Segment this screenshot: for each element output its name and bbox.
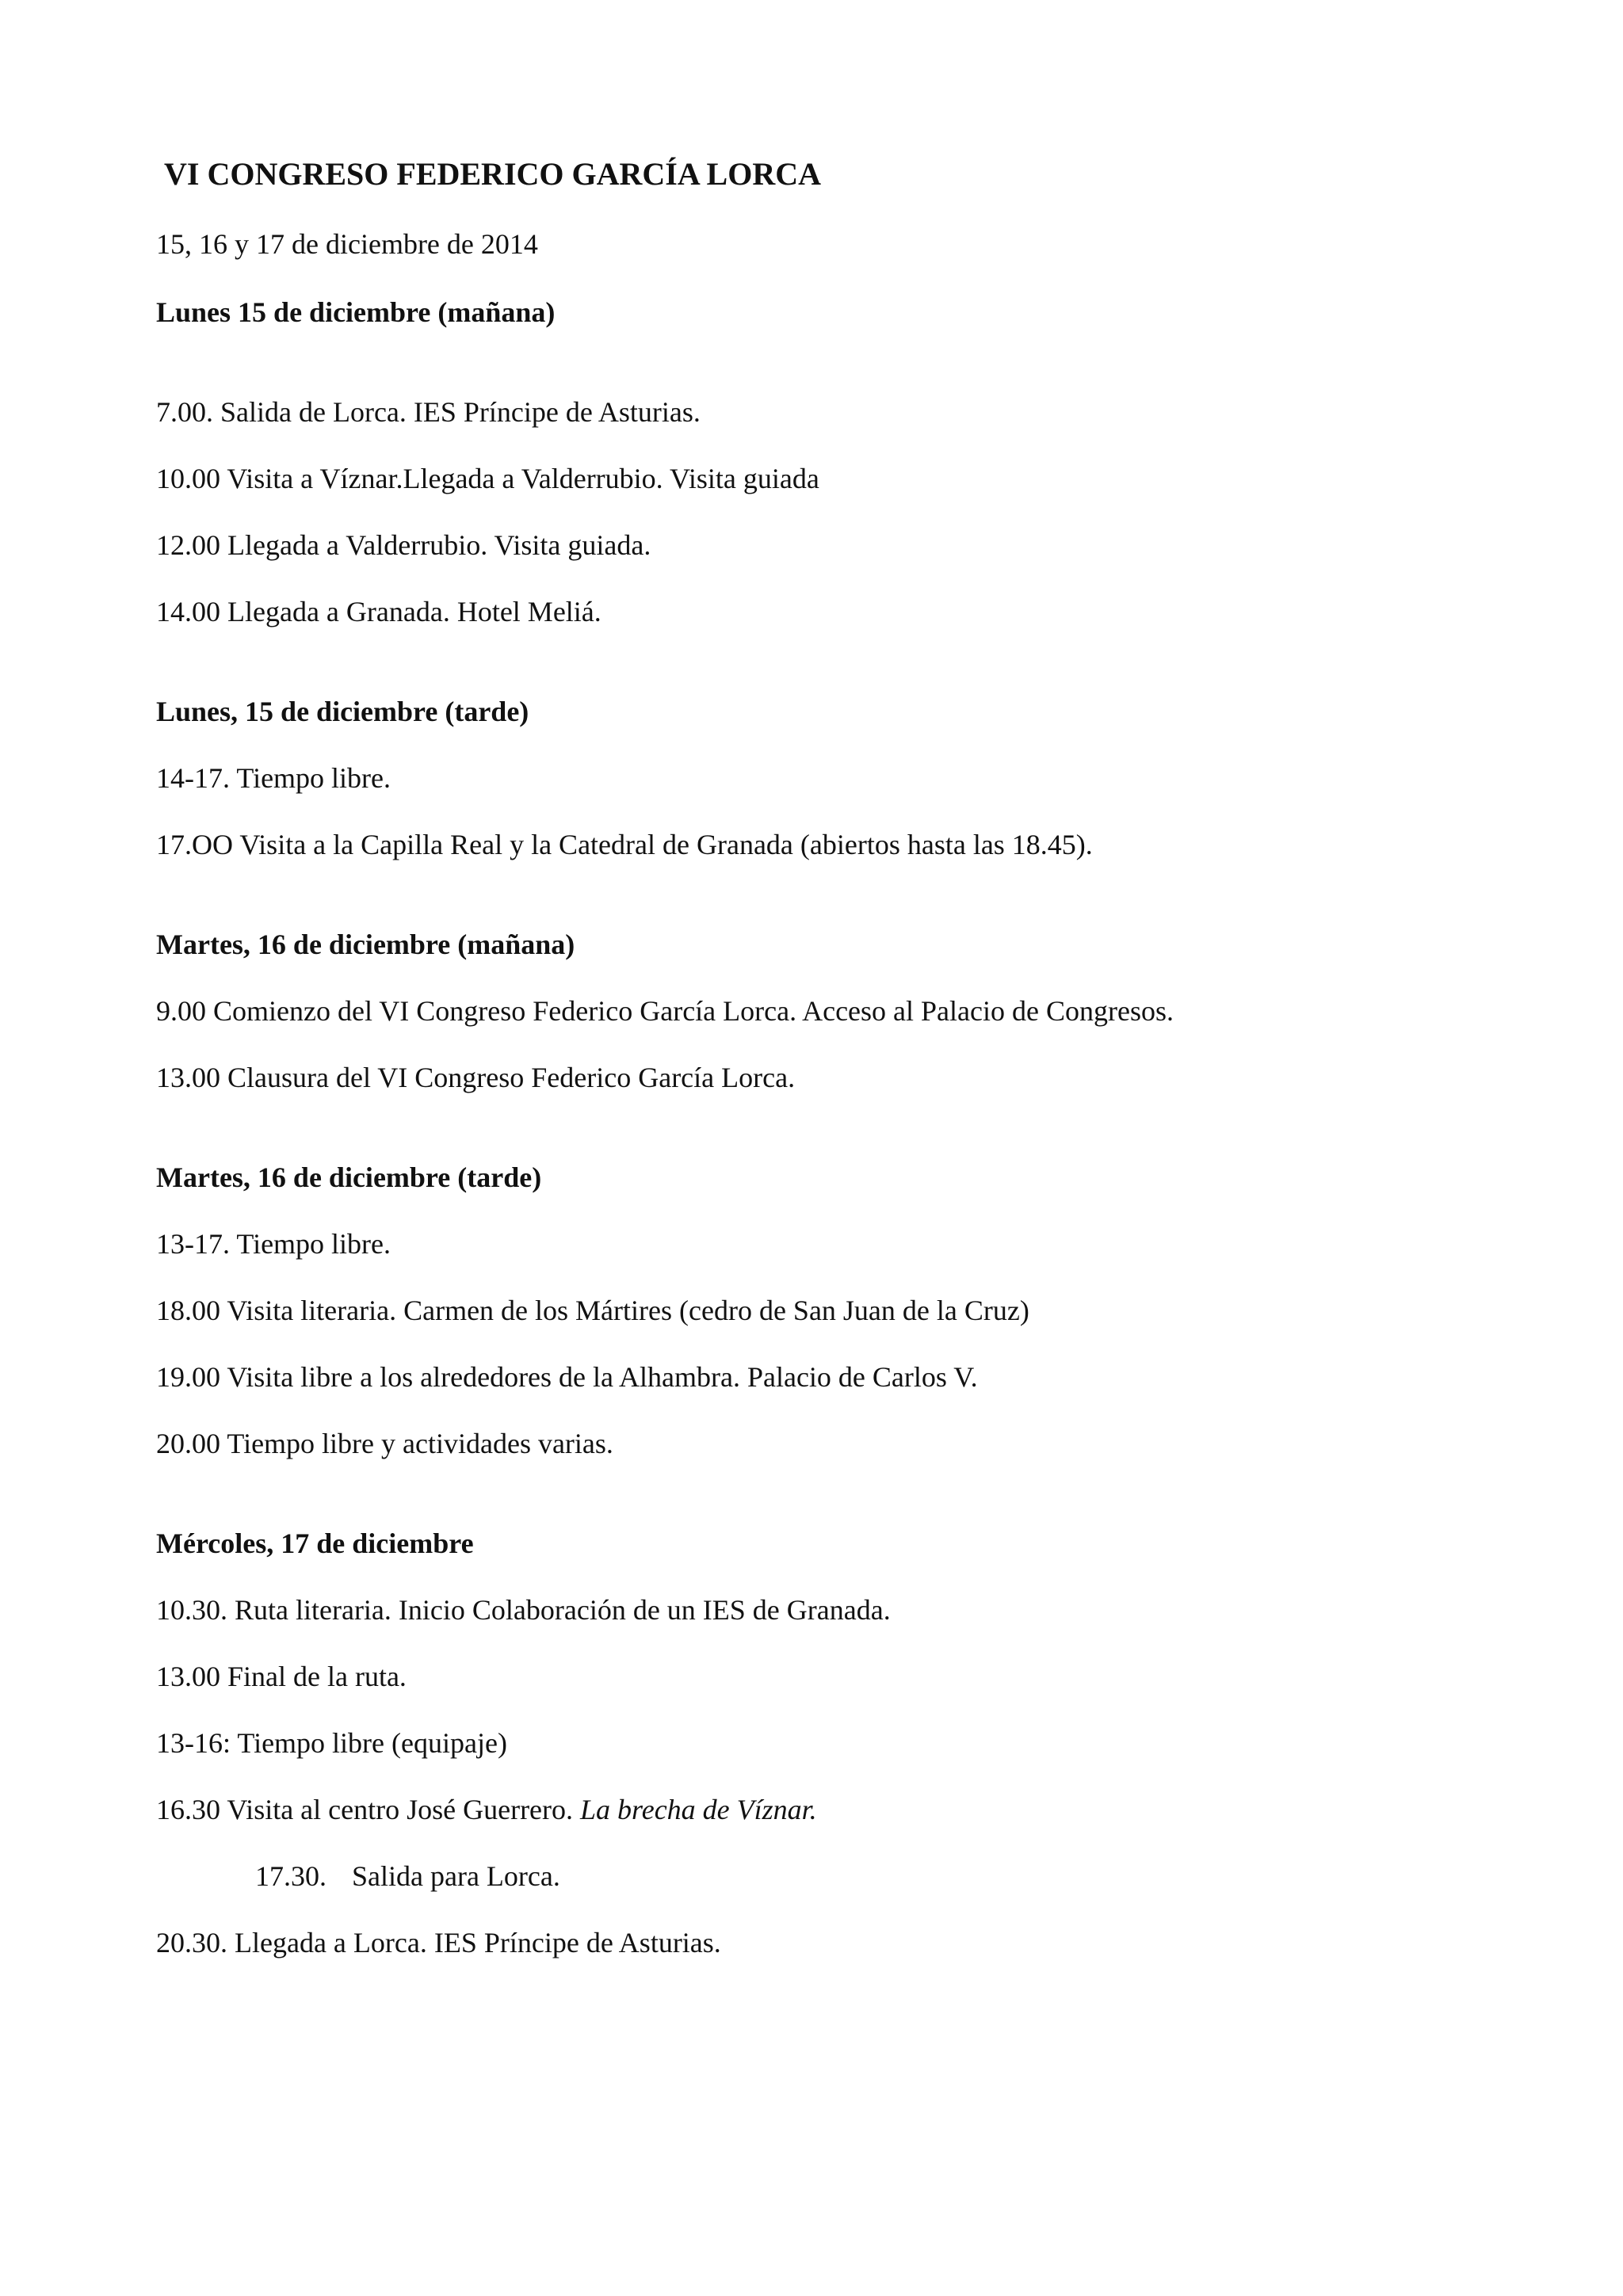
schedule-item: 9.00 Comienzo del VI Congreso Federico García Lorca. Acceso al Palacio de Congresos.	[156, 995, 1174, 1027]
section-heading-monday-morning: Lunes 15 de diciembre (mañana)	[156, 296, 556, 328]
schedule-item: 19.00 Visita libre a los alrededores de la Alhambra. Palacio de Carlos V.	[156, 1361, 978, 1393]
schedule-item: 13-16: Tiempo libre (equipaje)	[156, 1727, 507, 1759]
section-heading-tuesday-afternoon: Martes, 16 de diciembre (tarde)	[156, 1161, 542, 1193]
schedule-item: 13.00 Clausura del VI Congreso Federico García Lorca.	[156, 1062, 796, 1093]
schedule-item	[156, 1792, 817, 1827]
exhibition-title: La brecha de Víznar.	[580, 1794, 817, 1825]
schedule-item: 13.00 Final de la ruta.	[156, 1661, 407, 1692]
schedule-item: 13-17. Tiempo libre.	[156, 1228, 391, 1260]
schedule-item-text: 16.30 Visita al centro José Guerrero.	[156, 1794, 581, 1825]
schedule-item: 14-17. Tiempo libre.	[156, 762, 391, 794]
list-number: 17.30.	[255, 1860, 327, 1892]
schedule-item: 10.00 Visita a Víznar.Llegada a Valderrubio. Visita guiada	[156, 463, 819, 494]
schedule-item: 20.00 Tiempo libre y actividades varias.	[156, 1428, 613, 1459]
section-heading-monday-afternoon: Lunes, 15 de diciembre (tarde)	[156, 696, 529, 727]
schedule-item: 18.00 Visita literaria. Carmen de los Mártires (cedro de San Juan de la Cruz)	[156, 1295, 1029, 1326]
schedule-item: 14.00 Llegada a Granada. Hotel Meliá.	[156, 596, 601, 627]
document-title: VI CONGRESO FEDERICO GARCÍA LORCA	[164, 156, 821, 192]
schedule-item-text: Salida para Lorca.	[352, 1860, 560, 1892]
schedule-item: 12.00 Llegada a Valderrubio. Visita guiada.	[156, 529, 651, 561]
event-dates: 15, 16 y 17 de diciembre de 2014	[156, 228, 538, 260]
schedule-item-indented	[255, 1859, 560, 1894]
section-heading-tuesday-morning: Martes, 16 de diciembre (mañana)	[156, 929, 575, 960]
schedule-item: 10.30. Ruta literaria. Inicio Colaboración de un IES de Granada.	[156, 1594, 891, 1626]
section-heading-wednesday: Mércoles, 17 de diciembre	[156, 1527, 474, 1559]
schedule-item: 7.00. Salida de Lorca. IES Príncipe de Asturias.	[156, 396, 701, 428]
schedule-item: 20.30. Llegada a Lorca. IES Príncipe de Asturias.	[156, 1927, 721, 1958]
schedule-item: 17.OO Visita a la Capilla Real y la Catedral de Granada (abiertos hasta las 18.45).	[156, 829, 1093, 860]
